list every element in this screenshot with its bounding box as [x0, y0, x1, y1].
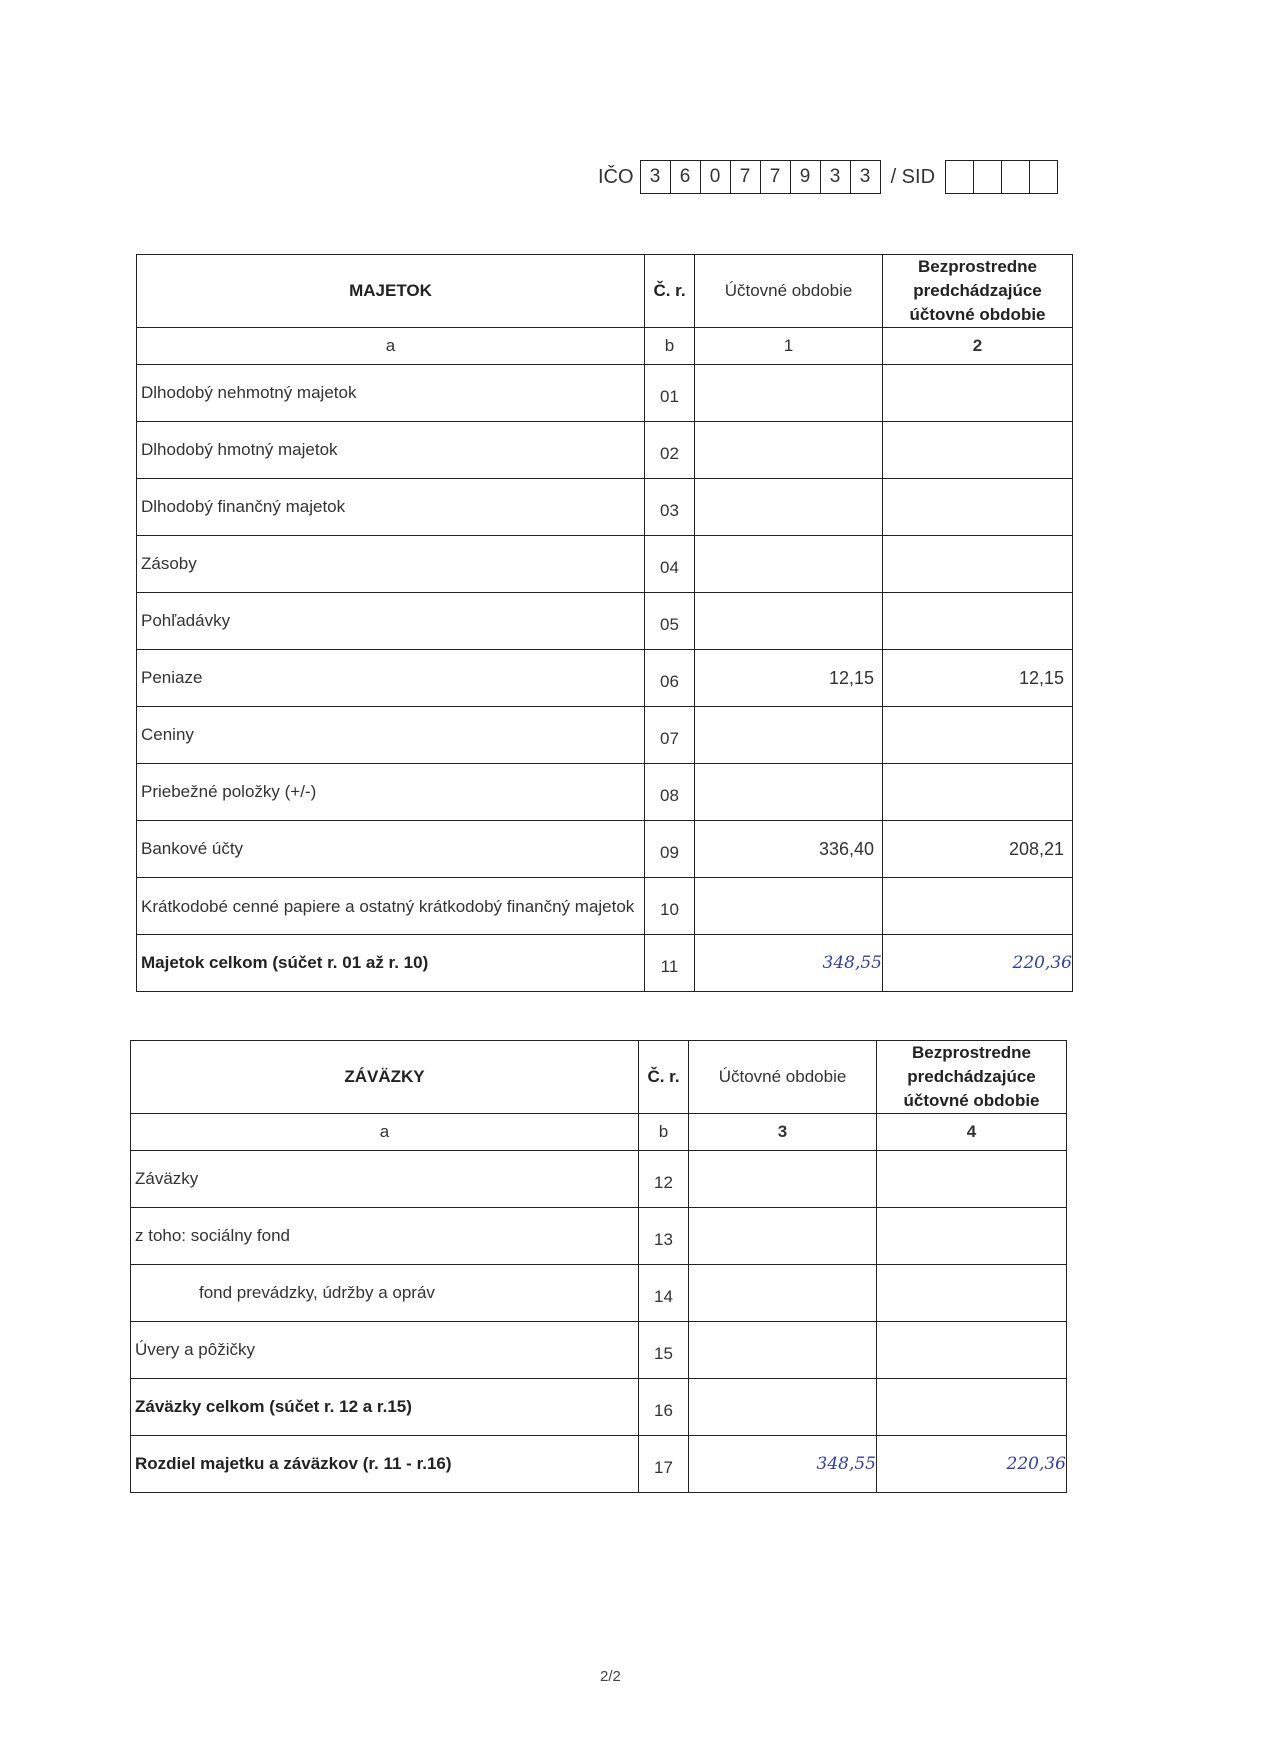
current-value[interactable]	[695, 422, 883, 479]
assets-sub-2: 2	[883, 328, 1073, 365]
ico-digit: 3	[821, 161, 851, 193]
previous-value[interactable]	[883, 479, 1073, 536]
assets-row	[137, 536, 1073, 593]
ico-digit: 0	[701, 161, 731, 193]
ico-label: IČO	[598, 165, 634, 188]
row-name: Pohľadávky	[137, 593, 645, 650]
current-value[interactable]	[689, 1322, 877, 1379]
row-name: Priebežné položky (+/-)	[137, 764, 645, 821]
current-value[interactable]	[689, 1379, 877, 1436]
liabilities-total-row	[131, 1436, 1067, 1493]
row-number: 08	[645, 764, 695, 821]
total-name: Majetok celkom (súčet r. 01 až r. 10)	[137, 935, 645, 992]
row-number: 03	[645, 479, 695, 536]
liabilities-row	[131, 1208, 1067, 1265]
row-name: Krátkodobé cenné papiere a ostatný krátkodobý finančný majetok	[137, 878, 645, 935]
handwritten-total-current[interactable]: 348,55	[695, 935, 883, 992]
liabilities-sub-b: b	[639, 1114, 689, 1151]
current-value[interactable]: 12,15	[695, 650, 883, 707]
liabilities-row	[131, 1265, 1067, 1322]
assets-header-previous: Bezprostredne predchádzajúce účtovné obdobie	[883, 255, 1073, 328]
assets-row	[137, 650, 1073, 707]
previous-value[interactable]	[877, 1322, 1067, 1379]
current-value[interactable]	[689, 1208, 877, 1265]
assets-header-cr: Č. r.	[645, 255, 695, 328]
current-value[interactable]	[695, 536, 883, 593]
row-number: 13	[639, 1208, 689, 1265]
row-name: Ceniny	[137, 707, 645, 764]
row-number: 04	[645, 536, 695, 593]
row-name: Úvery a pôžičky	[131, 1322, 639, 1379]
previous-value[interactable]	[877, 1151, 1067, 1208]
assets-row	[137, 422, 1073, 479]
current-value[interactable]	[695, 479, 883, 536]
liabilities-sub-4: 4	[877, 1114, 1067, 1151]
liabilities-sub-a: a	[131, 1114, 639, 1151]
assets-row	[137, 365, 1073, 422]
assets-row	[137, 707, 1073, 764]
assets-row	[137, 764, 1073, 821]
previous-value[interactable]	[883, 764, 1073, 821]
assets-row	[137, 821, 1073, 878]
row-name: fond prevádzky, údržby a opráv	[131, 1265, 639, 1322]
liabilities-header-name: ZÁVÄZKY	[131, 1041, 639, 1114]
row-name: Dlhodobý nehmotný majetok	[137, 365, 645, 422]
row-number: 17	[639, 1436, 689, 1493]
current-value[interactable]	[695, 593, 883, 650]
assets-row	[137, 479, 1073, 536]
handwritten-total-previous[interactable]: 220,36	[877, 1436, 1067, 1493]
assets-row	[137, 593, 1073, 650]
sid-label: / SID	[890, 165, 936, 188]
assets-total-row	[137, 935, 1073, 992]
ico-sid-row	[598, 160, 1058, 194]
previous-value[interactable]	[877, 1265, 1067, 1322]
row-number: 07	[645, 707, 695, 764]
sid-digit	[1002, 161, 1030, 193]
row-name: Záväzky	[131, 1151, 639, 1208]
row-name: Dlhodobý finančný majetok	[137, 479, 645, 536]
row-number: 14	[639, 1265, 689, 1322]
row-number: 12	[639, 1151, 689, 1208]
current-value[interactable]	[695, 878, 883, 935]
current-value[interactable]	[689, 1151, 877, 1208]
liabilities-header-cr: Č. r.	[639, 1041, 689, 1114]
sid-boxes	[945, 160, 1058, 194]
assets-sub-1: 1	[695, 328, 883, 365]
liabilities-row	[131, 1322, 1067, 1379]
assets-header-current: Účtovné obdobie	[695, 255, 883, 328]
previous-value[interactable]	[877, 1379, 1067, 1436]
row-number: 06	[645, 650, 695, 707]
assets-table	[136, 254, 1073, 992]
ico-digit: 7	[731, 161, 761, 193]
current-value[interactable]: 336,40	[695, 821, 883, 878]
current-value[interactable]	[689, 1265, 877, 1322]
sid-digit	[946, 161, 974, 193]
ico-digit: 3	[641, 161, 671, 193]
row-number: 02	[645, 422, 695, 479]
ico-digit: 9	[791, 161, 821, 193]
ico-boxes	[640, 160, 881, 194]
current-value[interactable]	[695, 707, 883, 764]
sid-digit	[1030, 161, 1057, 193]
previous-value[interactable]: 12,15	[883, 650, 1073, 707]
row-number: 11	[645, 935, 695, 992]
row-name: Bankové účty	[137, 821, 645, 878]
assets-sub-a: a	[137, 328, 645, 365]
liabilities-sub-3: 3	[689, 1114, 877, 1151]
ico-digit: 7	[761, 161, 791, 193]
page-number: 2/2	[600, 1668, 621, 1685]
row-name: Zásoby	[137, 536, 645, 593]
row-name: Peniaze	[137, 650, 645, 707]
previous-value[interactable]	[883, 593, 1073, 650]
row-name: Dlhodobý hmotný majetok	[137, 422, 645, 479]
liabilities-table	[130, 1040, 1067, 1493]
ico-digit: 3	[859, 166, 871, 187]
row-number: 01	[645, 365, 695, 422]
handwritten-total-previous[interactable]: 220,36	[883, 935, 1073, 992]
current-value[interactable]	[695, 365, 883, 422]
previous-value[interactable]	[883, 365, 1073, 422]
previous-value[interactable]	[883, 707, 1073, 764]
assets-header-name: MAJETOK	[137, 255, 645, 328]
previous-value[interactable]	[883, 422, 1073, 479]
total-name: Rozdiel majetku a záväzkov (r. 11 - r.16)	[131, 1436, 639, 1493]
sid-digit	[974, 161, 1002, 193]
handwritten-total-current[interactable]: 348,55	[689, 1436, 877, 1493]
liabilities-row	[131, 1151, 1067, 1208]
row-number: 10	[645, 878, 695, 935]
row-number: 16	[639, 1379, 689, 1436]
row-number: 15	[639, 1322, 689, 1379]
ico-digit: 6	[671, 161, 701, 193]
liabilities-header-current: Účtovné obdobie	[689, 1041, 877, 1114]
row-number: 09	[645, 821, 695, 878]
row-name: Záväzky celkom (súčet r. 12 a r.15)	[131, 1379, 639, 1436]
row-name: z toho: sociálny fond	[131, 1208, 639, 1265]
liabilities-row	[131, 1379, 1067, 1436]
row-number: 05	[645, 593, 695, 650]
assets-sub-b: b	[645, 328, 695, 365]
previous-value[interactable]	[883, 536, 1073, 593]
previous-value[interactable]: 208,21	[883, 821, 1073, 878]
current-value[interactable]	[695, 764, 883, 821]
liabilities-header-previous: Bezprostredne predchádzajúce účtovné obdobie	[877, 1041, 1067, 1114]
previous-value[interactable]	[883, 878, 1073, 935]
assets-row	[137, 878, 1073, 935]
previous-value[interactable]	[877, 1208, 1067, 1265]
